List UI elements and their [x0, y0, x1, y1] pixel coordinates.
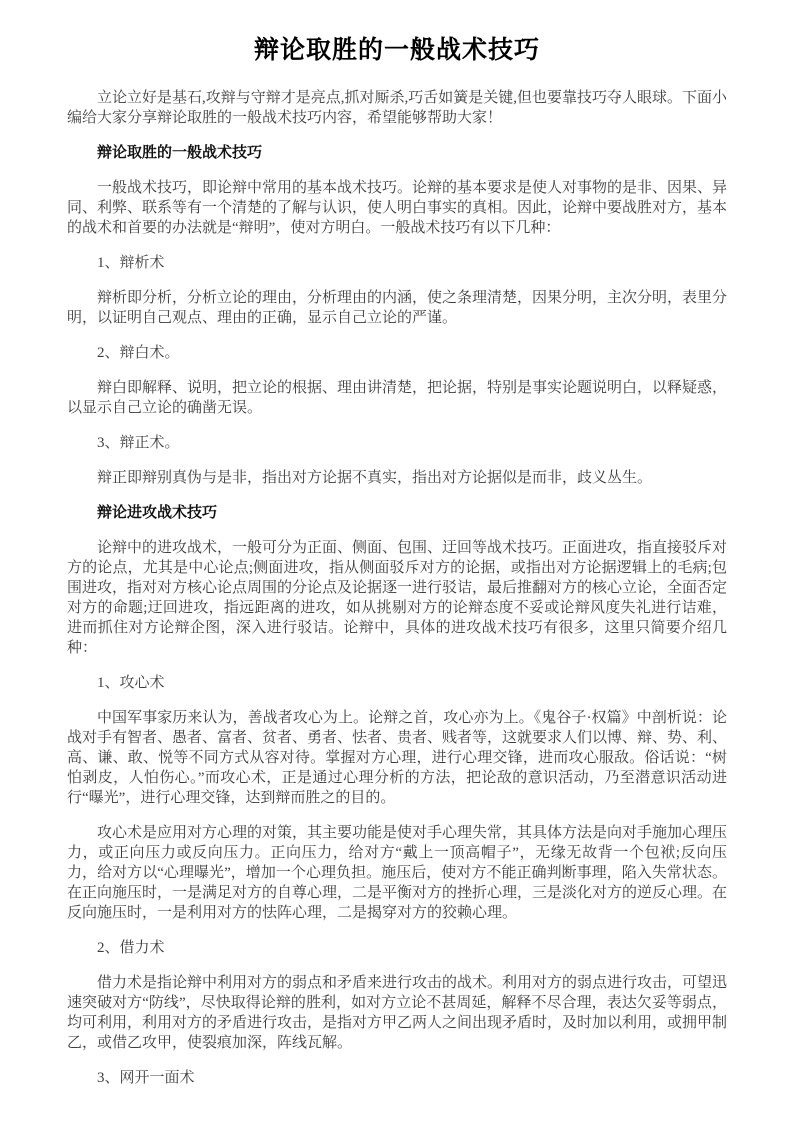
paragraph: 论辩中的进攻战术，一般可分为正面、侧面、包围、迂回等战术技巧。正面进攻，指直接驳斥对方的论点，尤其是中心论点;侧面进攻，指从侧面驳斥对方的论据，或指出对方论据逻辑上的毛病;包围进攻，指对对方核心论点周围的分论点及论据逐一进行驳诘，最后推翻对方的核心立论，全面否定对方的命题;迂回进攻，指远距离的进攻，如从挑剔对方的论辩态度不妥或论辩风度失礼进行诘难，进而抓住对方论辩企图，深入进行驳诘。论辩中，具体的进攻战术技巧有很多，这里只简要介绍几种：	[67, 540, 728, 656]
document-body	[67, 88, 727, 1088]
paragraph: 中国军事家历来认为，善战者攻心为上。论辩之首，攻心亦为上。《鬼谷子·权篇》中剖析说：论战对手有智者、愚者、富者、贫者、勇者、怯者、贵者、贱者等，这就要求人们以博、辩、势、利、高、谦、敢、悦等不同方式从容对待。掌握对方心理，进行心理交锋，进而攻心服敌。俗话说：“树怕剥皮，人怕伤心。”而攻心术，正是通过心理分析的方法，把论敌的意识活动，乃至潜意识活动进行“曝光”，进行心理交锋，达到辩而胜之的目的。	[67, 710, 728, 806]
paragraph: 攻心术是应用对方心理的对策，其主要功能是使对手心理失常，其具体方法是向对手施加心理压力，或正向压力或反向压力。正向压力，给对方“戴上一顶高帽子”，无缘无故背一个包袱;反向压力，给对方以“心理曝光”，增加一个心理负担。施压后，使对方不能正确判断事理，陷入失常状态。在正向施压时，一是满足对方的自尊心理，二是平衡对方的挫折心理，三是淡化对方的逆反心理。在反向施压时，一是利用对方的怯阵心理，二是揭穿对方的狡赖心理。	[67, 825, 728, 921]
paragraph: 2、辩白术。	[97, 345, 180, 361]
paragraph: 立论立好是基石,攻辩与守辩才是亮点,抓对厮杀,巧舌如簧是关键,但也要靠技巧夺人眼球。下面小编给大家分享辩论取胜的一般战术技巧内容，希望能够帮助大家！	[67, 90, 728, 126]
paragraph: 一般战术技巧，即论辩中常用的基本战术技巧。论辩的基本要求是使人对事物的是非、因果、异同、利弊、联系等有一个清楚的了解与认识，使人明白事实的真相。因此，论辩中要战胜对方，基本的战术和首要的办法就是“辩明”，使对方明白。一般战术技巧有以下几种：	[67, 180, 728, 236]
document-title: 辩论取胜的一般战术技巧	[253, 36, 540, 64]
paragraph: 3、网开一面术	[97, 1070, 195, 1086]
paragraph: 3、辩正术。	[97, 435, 180, 451]
section-heading: 辩论进攻战术技巧	[97, 505, 218, 521]
paragraph: 1、辩析术	[97, 255, 165, 271]
paragraph: 辩正即辩别真伪与是非，指出对方论据不真实，指出对方论据似是而非，歧义丛生。	[97, 470, 653, 486]
paragraph: 借力术是指论辩中利用对方的弱点和矛盾来进行攻击的战术。利用对方的弱点进行攻击，可望迅速突破对方“防线”，尽快取得论辩的胜利，如对方立论不甚周延，解释不尽合理，表达欠妥等弱点，均可利用，利用对方的矛盾进行攻击，是指对方甲乙两人之间出现矛盾时，及时加以利用，或拥甲制乙，或借乙攻甲，使裂痕加深，阵线瓦解。	[67, 975, 728, 1051]
paragraph: 1、攻心术	[97, 675, 165, 691]
section-heading: 辩论取胜的一般战术技巧	[97, 145, 263, 161]
paragraph: 辩析即分析，分析立论的理由，分析理由的内涵，使之条理清楚，因果分明，主次分明，表里分明，以证明自己观点、理由的正确，显示自己立论的严谨。	[67, 290, 728, 326]
paragraph: 2、借力术	[97, 940, 165, 956]
paragraph: 辩白即解释、说明，把立论的根据、理由讲清楚，把论据，特别是事实论题说明白，以释疑惑，以显示自己立论的确凿无误。	[67, 380, 728, 416]
